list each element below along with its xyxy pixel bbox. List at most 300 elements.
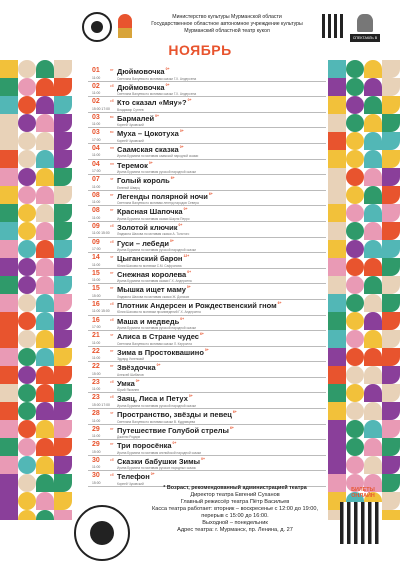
event-title-text: Цыганский барон — [117, 254, 183, 264]
pattern-tile — [18, 384, 36, 402]
pattern-tile — [18, 78, 36, 96]
event-author: Ирина Бурмина по мотивам русской народной сказки — [117, 170, 196, 175]
pattern-tile — [382, 186, 400, 204]
puppet-theatre-seal-icon — [74, 505, 130, 561]
event-age: 0+ — [179, 144, 184, 149]
event-weekday: пт — [110, 348, 114, 353]
event-author: Ирина Бурмина по мотивам русской народной сказки — [117, 326, 196, 330]
pattern-tile — [36, 168, 54, 186]
event-age: 0+ — [183, 207, 188, 212]
event-time: 11:00 — [92, 153, 101, 158]
pattern-tile — [18, 312, 36, 330]
pattern-tile — [346, 222, 364, 240]
event-weekday: пн — [110, 145, 114, 150]
event-weekday: чт — [110, 411, 114, 416]
event-title — [117, 239, 174, 248]
event-time: 11:00 — [92, 465, 101, 470]
pattern-tile — [54, 330, 72, 348]
event-title — [117, 254, 189, 263]
event-age: 0+ — [165, 67, 170, 71]
pattern-tile — [0, 222, 18, 240]
event-row[interactable] — [88, 206, 326, 222]
event-author: Ирина Бурмина по мотивам русской народной сказки — [117, 403, 196, 408]
pattern-tile — [328, 96, 346, 114]
pattern-tile — [0, 276, 18, 294]
event-title — [117, 192, 213, 201]
event-row[interactable] — [88, 113, 326, 129]
pattern-tile — [18, 492, 36, 510]
event-age: 12+ — [183, 254, 190, 259]
event-title-text: Сказки бабушки Зимы — [117, 456, 201, 466]
event-time: 11:00 — [92, 418, 101, 423]
event-author: Людмила Шахова по мотивам сказки Ж. Донских — [117, 294, 190, 299]
pattern-tile — [36, 258, 54, 276]
event-date: 04 — [92, 160, 100, 168]
pattern-tile — [18, 240, 36, 258]
event-title — [117, 301, 282, 310]
event-time: 11:00 — [92, 262, 101, 267]
event-date: 14 — [92, 254, 100, 262]
event-weekday: сб — [110, 99, 114, 104]
event-row[interactable] — [88, 144, 326, 160]
pattern-tile — [36, 78, 54, 96]
event-title — [117, 129, 184, 138]
pattern-tile — [328, 168, 346, 186]
event-age: 0+ — [188, 394, 193, 399]
pattern-tile — [0, 456, 18, 474]
pattern-tile — [364, 204, 382, 222]
event-title — [117, 410, 237, 419]
event-title-text: Алиса в Стране чудес — [117, 332, 199, 342]
event-title-text: Кто сказал «Мяу»? — [117, 98, 187, 108]
event-time: 11:00 — [92, 278, 101, 283]
pattern-tile — [364, 78, 382, 96]
decorative-pattern-left — [0, 60, 72, 520]
pattern-tile — [18, 366, 36, 384]
event-author: Светлана Валуева по мотивам сказки В. Кудрявцева — [117, 419, 196, 424]
event-time: 15:00 — [92, 449, 101, 454]
pattern-tile — [18, 348, 36, 366]
pattern-tile — [36, 510, 54, 520]
event-time: 17:00 — [92, 325, 101, 329]
pattern-tile — [54, 132, 72, 150]
event-age: 0+ — [186, 285, 191, 290]
event-row[interactable] — [88, 253, 326, 269]
chief-director-line: Главный режиссёр театра Пётр Васильев — [180, 499, 290, 505]
event-author: Ирина Бурмина по мотивам русской народной сказки — [117, 248, 196, 253]
event-row[interactable] — [88, 82, 326, 98]
event-time: 17:00 — [92, 169, 101, 174]
event-date: 02 — [92, 82, 100, 90]
decorative-pattern-right — [328, 60, 400, 520]
pattern-tile — [0, 78, 18, 96]
event-row[interactable] — [88, 378, 326, 394]
pattern-tile — [328, 204, 346, 222]
event-time: 15:00 — [92, 293, 101, 298]
pattern-tile — [0, 366, 18, 384]
pattern-tile — [382, 150, 400, 168]
event-title-text: Золотой ключик — [117, 222, 178, 232]
pattern-tile — [328, 78, 346, 96]
pattern-tile — [328, 222, 346, 240]
event-age: 6+ — [170, 176, 175, 181]
pattern-tile — [382, 438, 400, 456]
portrait-icon — [357, 14, 373, 32]
pattern-tile — [346, 150, 364, 168]
event-title-text: Дюймовочка — [117, 67, 165, 76]
pattern-tile — [18, 510, 36, 520]
event-author: Ирина Бурмина по мотивам саамской народной сказки — [117, 154, 199, 159]
pattern-tile — [18, 168, 36, 186]
pattern-tile — [54, 438, 72, 456]
event-title-text: Саамская сказка — [117, 144, 179, 154]
event-author: Алексей Шибанов — [117, 372, 144, 377]
event-row[interactable] — [88, 456, 326, 472]
event-title — [117, 270, 191, 279]
event-title — [117, 145, 184, 154]
pattern-tile — [382, 114, 400, 132]
event-title — [117, 176, 175, 185]
event-title-text: Муха – Цокотуха — [117, 129, 179, 139]
pattern-tile — [346, 186, 364, 204]
pattern-tile — [328, 348, 346, 366]
event-title-text: Красная Шапочка — [117, 207, 183, 217]
event-weekday: сб — [110, 457, 114, 462]
event-date: 03 — [92, 129, 100, 137]
pattern-tile — [346, 204, 364, 222]
pattern-tile — [328, 186, 346, 204]
event-weekday: чт — [110, 177, 114, 182]
event-weekday: пт — [110, 192, 114, 197]
pattern-tile — [328, 366, 346, 384]
event-date: 21 — [92, 332, 100, 340]
event-date: 08 — [92, 191, 100, 199]
event-date: 15 — [92, 269, 100, 277]
event-author: Ирина Бурмина по мотивам русских народных сказок — [117, 466, 196, 471]
pattern-tile — [54, 96, 72, 114]
event-age: 0+ — [180, 316, 185, 321]
pattern-tile — [36, 366, 54, 384]
event-author: Джанни Родари — [117, 435, 141, 440]
event-row[interactable] — [88, 362, 326, 378]
pattern-tile — [18, 96, 36, 114]
event-time: 11:00 — [92, 387, 101, 392]
event-row[interactable] — [88, 331, 326, 347]
event-weekday: пт — [110, 286, 114, 291]
event-title-text: Три поросёнка — [117, 441, 172, 451]
pattern-tile — [36, 114, 54, 132]
event-weekday: сб — [110, 239, 114, 244]
event-row[interactable] — [88, 97, 326, 113]
qr-code-icon[interactable] — [322, 14, 346, 38]
event-title-text: Мышка ищет маму — [117, 285, 186, 295]
pattern-tile — [346, 258, 364, 276]
pattern-tile — [54, 276, 72, 294]
event-row[interactable] — [88, 347, 326, 363]
pattern-tile — [36, 132, 54, 150]
pattern-tile — [382, 132, 400, 150]
event-time: 17:00 — [92, 247, 101, 252]
event-title — [117, 98, 191, 107]
pattern-tile — [18, 114, 36, 132]
pattern-tile — [328, 114, 346, 132]
event-title — [117, 83, 169, 92]
event-weekday: вс — [110, 130, 114, 135]
pattern-tile — [364, 330, 382, 348]
header-text — [142, 14, 312, 35]
pattern-tile — [18, 60, 36, 78]
pattern-tile — [382, 276, 400, 294]
event-date: 08 — [92, 207, 100, 215]
event-title — [117, 363, 161, 372]
pattern-tile — [54, 510, 72, 520]
event-age: 0+ — [187, 269, 192, 274]
pattern-tile — [346, 312, 364, 330]
event-row[interactable] — [88, 128, 326, 144]
pattern-tile — [0, 348, 18, 366]
event-date: 28 — [92, 410, 100, 418]
event-weekday: пт — [110, 426, 114, 431]
footer-info — [150, 485, 320, 534]
event-row[interactable] — [88, 175, 326, 191]
pattern-tile — [346, 420, 364, 438]
pattern-tile — [0, 420, 18, 438]
pattern-tile — [54, 150, 72, 168]
tickets-qr-code-icon[interactable] — [340, 502, 382, 544]
pattern-tile — [0, 150, 18, 168]
event-author: Светлана Валуева по мотивам сказки Г.Х. Андерсена — [117, 76, 197, 81]
pattern-tile — [18, 474, 36, 492]
event-date: 22 — [92, 347, 100, 355]
day-off: Выходной – понедельник — [202, 520, 268, 526]
event-title-text: Телефон — [117, 472, 150, 482]
event-date: 03 — [92, 113, 100, 121]
event-author: Ирина Бурмина по мотивам сказки Шарля Перро — [117, 216, 190, 221]
pattern-tile — [36, 330, 54, 348]
event-title — [117, 114, 159, 123]
pattern-tile — [382, 366, 400, 384]
event-date: 02 — [92, 98, 100, 106]
event-time: 15:00 — [92, 480, 101, 485]
event-weekday: пн — [110, 161, 114, 166]
event-time: 11:00 15:00 — [92, 231, 110, 236]
event-date: 09 — [92, 222, 100, 230]
pattern-tile — [328, 456, 346, 474]
event-row[interactable] — [88, 269, 326, 285]
event-date: 16 — [92, 316, 100, 324]
event-age: 0+ — [172, 441, 177, 446]
event-row[interactable] — [88, 284, 326, 300]
pattern-tile — [0, 60, 18, 78]
pattern-tile — [364, 240, 382, 258]
event-row[interactable] — [88, 409, 326, 425]
pattern-tile — [54, 78, 72, 96]
event-weekday: пт — [110, 208, 114, 213]
event-title-text: Легенды полярной ночи — [117, 191, 208, 201]
pattern-tile — [54, 60, 72, 78]
pattern-tile — [36, 294, 54, 312]
pattern-tile — [382, 96, 400, 114]
pattern-tile — [54, 366, 72, 384]
box-office-hours: Касса театра работает: вторник – воскресенье с 12:00 до 19:00, — [151, 506, 319, 512]
event-row[interactable] — [88, 316, 326, 332]
pattern-tile — [36, 96, 54, 114]
pattern-tile — [346, 384, 364, 402]
pattern-tile — [364, 258, 382, 276]
pattern-tile — [18, 204, 36, 222]
event-time: 11:00 — [92, 215, 101, 220]
pattern-tile — [328, 150, 346, 168]
pattern-tile — [364, 222, 382, 240]
pattern-tile — [36, 438, 54, 456]
pattern-tile — [18, 186, 36, 204]
pattern-tile — [18, 294, 36, 312]
event-age: 6+ — [229, 425, 234, 430]
header-theatre: Мурманский областной театр кукол — [184, 28, 270, 34]
event-title — [117, 161, 153, 170]
event-row[interactable] — [88, 191, 326, 207]
event-age: 0+ — [135, 378, 140, 383]
pattern-tile — [0, 438, 18, 456]
event-date: 30 — [92, 472, 100, 480]
event-title — [117, 332, 204, 341]
event-age: 0+ — [178, 222, 183, 227]
pattern-tile — [346, 240, 364, 258]
event-title — [117, 394, 193, 403]
event-row[interactable] — [88, 300, 326, 316]
pattern-tile — [54, 456, 72, 474]
event-title — [117, 285, 191, 294]
pattern-tile — [328, 312, 346, 330]
pattern-tile — [364, 168, 382, 186]
pattern-tile — [36, 186, 54, 204]
pattern-tile — [382, 168, 400, 186]
event-title-text: Умка — [117, 378, 135, 388]
event-time: 15:00 17:00 — [92, 402, 110, 407]
event-age: 6+ — [208, 191, 213, 196]
event-date: 15 — [92, 285, 100, 293]
pattern-tile — [346, 456, 364, 474]
event-title — [117, 223, 182, 232]
pattern-tile — [328, 132, 346, 150]
event-time: 11:00 15:00 — [92, 309, 110, 314]
pattern-tile — [328, 438, 346, 456]
box-office-break: перерыв с 15:00 до 16:00. — [201, 513, 269, 519]
pattern-tile — [328, 294, 346, 312]
event-title — [117, 426, 234, 435]
event-age: 0+ — [204, 347, 209, 352]
event-age: 0+ — [165, 82, 170, 87]
pattern-tile — [18, 438, 36, 456]
pattern-tile — [364, 132, 382, 150]
pattern-tile — [0, 258, 18, 276]
event-author: Евгений Шварц — [117, 185, 140, 190]
pattern-tile — [36, 384, 54, 402]
pattern-tile — [364, 348, 382, 366]
event-age: 6+ — [277, 300, 282, 305]
pattern-tile — [18, 456, 36, 474]
pattern-tile — [328, 402, 346, 420]
event-title-text: Пространство, звёзды и певец — [117, 410, 232, 420]
pattern-tile — [0, 402, 18, 420]
event-row[interactable] — [88, 222, 326, 238]
event-title — [117, 317, 184, 326]
pattern-tile — [54, 168, 72, 186]
event-author: Светлана Валуева по мотивам сказки Г.Х. Андерсена — [117, 92, 197, 97]
event-row[interactable] — [88, 393, 326, 409]
pattern-tile — [54, 294, 72, 312]
pattern-tile — [328, 60, 346, 78]
event-date: 04 — [92, 144, 100, 152]
event-row[interactable] — [88, 425, 326, 441]
pattern-tile — [346, 366, 364, 384]
pattern-tile — [382, 312, 400, 330]
event-date: 29 — [92, 441, 100, 449]
pattern-tile — [328, 276, 346, 294]
event-title-text: Звёздочка — [117, 363, 156, 373]
tickets-online-label — [343, 487, 383, 500]
pattern-tile — [346, 132, 364, 150]
event-title — [117, 67, 169, 76]
pattern-tile — [346, 294, 364, 312]
event-title-text: Голый король — [117, 176, 170, 186]
pattern-tile — [36, 312, 54, 330]
event-row[interactable] — [88, 238, 326, 254]
event-date: 07 — [92, 176, 100, 184]
event-row[interactable] — [88, 160, 326, 176]
pattern-tile — [54, 384, 72, 402]
event-age: 0+ — [155, 113, 159, 118]
pattern-tile — [346, 96, 364, 114]
event-title-text: Путешествие Голубой стрелы — [117, 425, 229, 435]
pattern-tile — [364, 186, 382, 204]
pattern-tile — [54, 114, 72, 132]
pattern-tile — [18, 132, 36, 150]
event-author: Людмила Шахова по мотивам сказки А. Толстого — [117, 232, 190, 237]
event-title-text: Плотник Андерсен и Рождественский гном — [117, 300, 277, 310]
pattern-tile — [382, 330, 400, 348]
event-age: 6+ — [232, 410, 237, 415]
event-time: 11:00 — [92, 200, 101, 205]
event-age: 0+ — [150, 472, 155, 477]
pattern-tile — [0, 312, 18, 330]
pattern-tile — [54, 186, 72, 204]
pattern-tile — [36, 60, 54, 78]
event-title — [117, 457, 205, 466]
pattern-tile — [0, 510, 18, 520]
event-title-text: Дюймовочка — [117, 82, 165, 92]
event-age: 6+ — [199, 332, 204, 337]
event-title — [117, 348, 209, 357]
ministry-emblem-icon — [118, 14, 132, 38]
event-date: 01 — [92, 67, 100, 74]
pattern-tile — [364, 438, 382, 456]
pattern-tile — [328, 330, 346, 348]
event-date: 29 — [92, 425, 100, 433]
event-row[interactable] — [88, 440, 326, 456]
event-title-text: Маша и медведь — [117, 316, 180, 326]
pattern-tile — [36, 204, 54, 222]
tickets-line1: БИЛЕТЫ — [351, 487, 375, 493]
event-age: 0+ — [169, 238, 174, 243]
pattern-tile — [36, 150, 54, 168]
event-date: 23 — [92, 378, 100, 386]
event-row[interactable] — [88, 66, 326, 82]
pattern-tile — [18, 330, 36, 348]
pattern-tile — [18, 276, 36, 294]
pattern-tile — [364, 420, 382, 438]
pattern-tile — [364, 402, 382, 420]
